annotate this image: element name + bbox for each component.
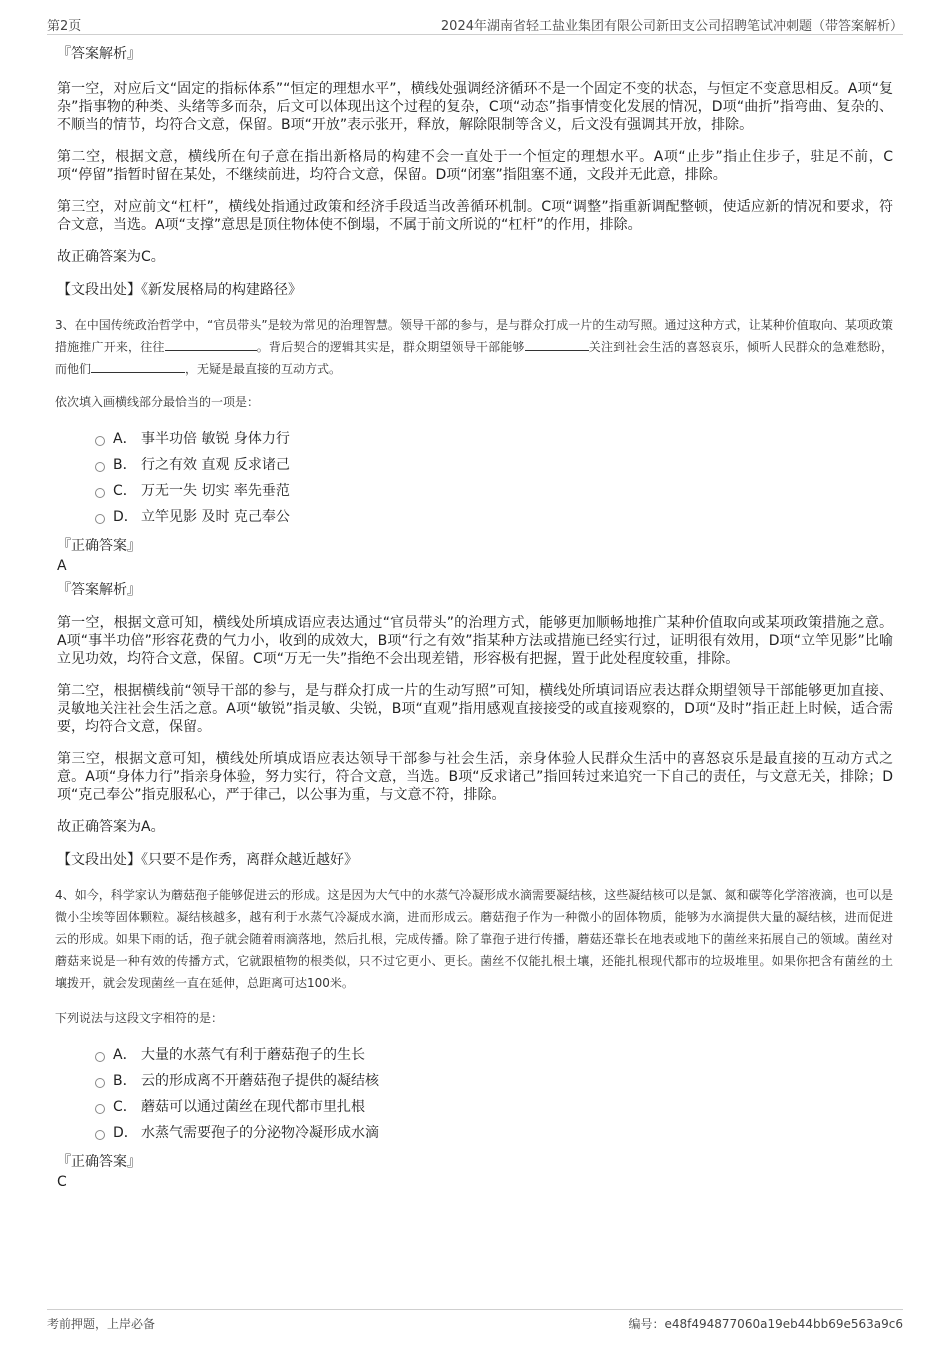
radio-icon[interactable]: [95, 488, 105, 498]
question-prompt: 依次填入画横线部分最恰当的一项是：: [55, 395, 260, 409]
text-source: 【文段出处】《只要不是作秀，离群众越近越好》: [57, 852, 358, 868]
analysis-paragraph: 第一空，根据文意可知，横线处所填成语应表达通过“官员带头”的治理方式，能够更加顺畅地推广某种价值取向或某项政策措施之意。A项“事半功倍”形容花费的气力小，收到的成效大，B项“行之有效”指某种方法或措施已经实行过，证明很有效用，D项“立竿见影”比喻立见功效，均符合文意，保留。C项“万无一失”指绝不会出现差错，形容极有把握，置于此处程度较重，排除。: [57, 615, 893, 667]
analysis-paragraph: 第二空，根据文意，横线所在句子意在指出新格局的构建不会一直处于一个恒定的理想水平。A项“止步”指止住步子，驻足不前，C项“停留”指暂时留在某处，不继续前进，均符合文意，保留。D项“闭塞”指阻塞不通，文段并无此意，排除。: [57, 149, 893, 183]
analysis-label: 『答案解析』: [57, 46, 141, 62]
option-list: [95, 1042, 893, 1146]
footer-slogan: 考前押题，上岸必备: [47, 1317, 156, 1331]
page-content: [57, 44, 893, 1196]
correct-answer-label: 『正确答案』: [57, 538, 141, 554]
document-title: 2024年湖南省轻工盐业集团有限公司新田支公司招聘笔试冲刺题（带答案解析）: [440, 19, 903, 34]
question-prompt: 下列说法与这段文字相符的是：: [55, 1011, 224, 1025]
question-stem: 3、在中国传统政治哲学中，“官员带头”是较为常见的治理智慧。领导干部的参与，是与群众打成一片的生动写照。通过这种方式，让某种价值取向、某项政策措施推广开来，往往 。背后契合的逻辑其实是，群众期望领导干部能够 关注到社会生活的喜怒哀乐，倾听人民群众的急难愁盼，而他们 ，无疑是最直接的互动方式。: [55, 318, 893, 376]
analysis-conclusion: 故正确答案为C。: [57, 249, 165, 265]
analysis-paragraph: 第一空，对应后文“固定的指标体系”“恒定的理想水平”，横线处强调经济循环不是一个固定不变的状态，与恒定不变意思相反。A项“复杂”指事物的种类、头绪等多而杂，后文可以体现出这个过程的复杂，C项“动态”指事情变化发展的情况，D项“曲折”指弯曲、复杂的、不顺当的情节，均符合文意，保留。B项“开放”表示张开，释放，解除限制等含义，后文没有强调其开放，排除。: [57, 81, 893, 133]
radio-icon[interactable]: [95, 1104, 105, 1114]
fill-blank: [165, 336, 257, 351]
fill-blank: [525, 336, 589, 351]
document-code: 编号：e48f494877060a19eb44bb69e563a9c6: [628, 1317, 903, 1331]
question-stem: 4、如今，科学家认为蘑菇孢子能够促进云的形成。这是因为大气中的水蒸气冷凝形成水滴需要凝结核，这些凝结核可以是氯、氮和碳等化学溶液滴，也可以是微小尘埃等固体颗粒。凝结核越多，越有利于水蒸气冷凝成水滴，进而形成云。蘑菇孢子作为一种微小的固体物质，能够为水滴提供大量的凝结核，进而促进云的形成。如果下雨的话，孢子就会随着雨滴落地，然后扎根，完成传播。除了靠孢子进行传播，蘑菇还靠长在地表或地下的菌丝来拓展自己的领域。菌丝对蘑菇来说是一种有效的传播方式，它就跟植物的根类似，只不过它更小、更长。菌丝不仅能扎根土壤，还能扎根现代都市的垃圾堆里。如果你把含有菌丝的土壤拨开，就会发现菌丝一直在延伸，总距离可达100米。: [55, 888, 893, 990]
radio-icon[interactable]: [95, 1130, 105, 1140]
option-c[interactable]: C． 万无一失 切实 率先垂范: [95, 478, 893, 504]
fill-blank: [91, 358, 185, 373]
page-number: 第2页: [47, 19, 82, 34]
correct-answer-label: 『正确答案』: [57, 1154, 141, 1170]
option-b[interactable]: B． 云的形成离不开蘑菇孢子提供的凝结核: [95, 1068, 893, 1094]
radio-icon[interactable]: [95, 1052, 105, 1062]
radio-icon[interactable]: [95, 436, 105, 446]
option-d[interactable]: D． 立竿见影 及时 克己奉公: [95, 504, 893, 530]
page-header: [47, 14, 903, 35]
analysis-paragraph: 第三空，根据文意可知，横线处所填成语应表达领导干部参与社会生活，亲身体验人民群众生活中的喜怒哀乐是最直接的互动方式之意。A项“身体力行”指亲身体验，努力实行，符合文意，当选。B项“反求诸己”指回转过来追究一下自己的责任，与文意无关，排除；D项“克己奉公”指克服私心，严于律己，以公事为重，与文意不符，排除。: [57, 751, 893, 803]
option-a[interactable]: A． 事半功倍 敏锐 身体力行: [95, 426, 893, 452]
radio-icon[interactable]: [95, 1078, 105, 1088]
option-d[interactable]: D． 水蒸气需要孢子的分泌物冷凝形成水滴: [95, 1120, 893, 1146]
option-list: [95, 426, 893, 530]
analysis-conclusion: 故正确答案为A。: [57, 819, 165, 835]
analysis-label: 『答案解析』: [57, 582, 141, 598]
option-a[interactable]: A． 大量的水蒸气有利于蘑菇孢子的生长: [95, 1042, 893, 1068]
correct-answer-value: C: [57, 1174, 67, 1190]
radio-icon[interactable]: [95, 514, 105, 524]
radio-icon[interactable]: [95, 462, 105, 472]
option-c[interactable]: C． 蘑菇可以通过菌丝在现代都市里扎根: [95, 1094, 893, 1120]
analysis-paragraph: 第三空，对应前文“杠杆”，横线处指通过政策和经济手段适当改善循环机制。C项“调整”指重新调配整顿，使适应新的情况和要求，符合文意，当选。A项“支撑”意思是顶住物体使不倒塌，不属于前文所说的“杠杆”的作用，排除。: [57, 199, 893, 233]
correct-answer-value: A: [57, 558, 67, 574]
page-footer: [47, 1309, 903, 1330]
option-b[interactable]: B． 行之有效 直观 反求诸己: [95, 452, 893, 478]
analysis-paragraph: 第二空，根据横线前“领导干部的参与，是与群众打成一片的生动写照”可知，横线处所填词语应表达群众期望领导干部能够更加直接、灵敏地关注社会生活之意。A项“敏锐”指灵敏、尖锐，B项“直观”指用感观直接接受的或直接观察的，D项“及时”指正赶上时候，适合需要，均符合文意，保留。: [57, 683, 893, 735]
text-source: 【文段出处】《新发展格局的构建路径》: [57, 282, 302, 298]
